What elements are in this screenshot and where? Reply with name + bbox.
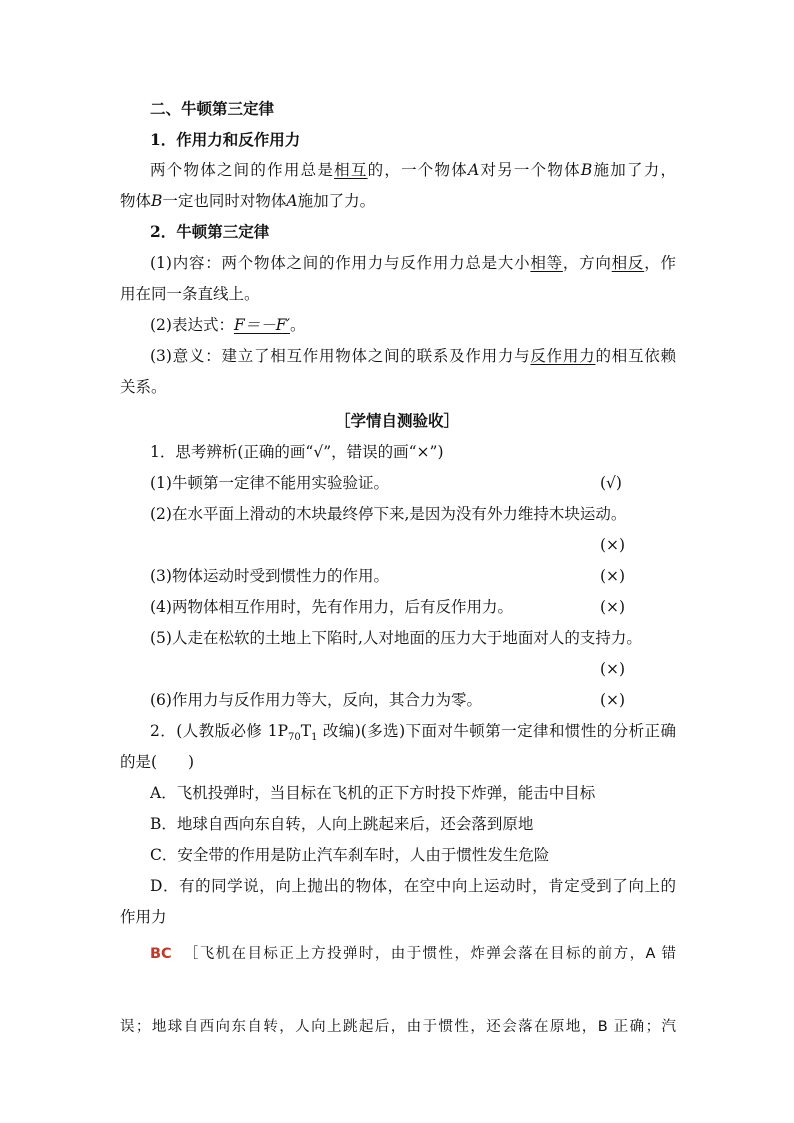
paragraph-line: 关系。 [120, 378, 167, 396]
answer-explanation: BC ［飞机在目标正上方投弹时，由于惯性，炸弹会落在目标的前方，A 错 [150, 946, 677, 962]
blank-answer: 相反 [611, 254, 645, 272]
option-b: B．地球自西向东自转，人向上跳起来后，还会落到原地 [150, 815, 534, 833]
blank-answer: 相互 [334, 161, 368, 179]
judgement-item: (4)两物体相互作用时，先有作用力，后有反作用力。 [150, 598, 513, 616]
subsection-title-action-reaction: 1．作用力和反作用力 [150, 130, 301, 149]
formula: F＝－F′ [233, 316, 290, 334]
option-d: 作用力 [120, 908, 167, 926]
question-1-title: 1．思考辨析(正确的画“√”，错误的画“×”) [150, 443, 444, 461]
paragraph-line: (2)表达式：F＝－F′。 [150, 316, 306, 334]
question-2-stem: 2．(人教版必修 $1P_{70}T_1$ 改编)(多选)下面对牛顿第一定律和惯性的分析正确 [150, 722, 676, 744]
judgement-item: (2)在水平面上滑动的木块最终停下来,是因为没有外力维持木块运动。 [150, 505, 627, 523]
judgement-item: (3)物体运动时受到惯性力的作用。 [150, 567, 389, 585]
option-a: A．飞机投弹时，当目标在飞机的正下方时投下炸弹，能击中目标 [150, 784, 596, 802]
answer-explanation: 误；地球自西向东自转，人向上跳起后，由于惯性，还会落在原地，B 正确；汽 [120, 1019, 676, 1035]
blank-answer: 反作用力 [530, 347, 596, 365]
judgement-item: (1)牛顿第一定律不能用实验验证。 [150, 474, 389, 492]
quiz-banner: ［学情自测验收］ [334, 411, 459, 430]
blank-answer: 相等 [530, 254, 563, 272]
judgement-mark: (×) [600, 691, 626, 709]
judgement-mark: (×) [600, 598, 626, 616]
paragraph-line: (3)意义：建立了相互作用物体之间的联系及作用力与反作用力的相互依赖 [150, 347, 676, 365]
judgement-mark: (√) [600, 474, 622, 492]
judgement-item: (5)人走在松软的土地上下陷时,人对地面的压力大于地面对人的支持力。 [150, 629, 642, 647]
paragraph-line: 物体B一定也同时对物体A施加了力。 [120, 192, 376, 210]
option-d: D．有的同学说，向上抛出的物体，在空中向上运动时，肯定受到了向上的 [150, 877, 676, 895]
judgement-mark: (×) [600, 567, 626, 585]
paragraph-line: (1)内容：两个物体之间的作用力与反作用力总是大小相等，方向相反，作 [150, 254, 676, 272]
judgement-mark: (×) [600, 536, 626, 554]
section-heading: 二、牛顿第三定律 [150, 99, 275, 118]
judgement-mark: (×) [600, 660, 626, 678]
judgement-item: (6)作用力与反作用力等大，反向，其合力为零。 [150, 691, 482, 709]
paragraph-line: 两个物体之间的作用总是相互的，一个物体A对另一个物体B施加了力， [150, 161, 676, 179]
paragraph-line: 用在同一条直线上。 [120, 285, 260, 303]
option-c: C．安全带的作用是防止汽车刹车时，人由于惯性发生危险 [150, 846, 550, 864]
answer-key: BC [150, 946, 172, 962]
question-2-stem: 的是( ) [120, 753, 195, 771]
subsection-title-newton-third-law: 2．牛顿第三定律 [150, 222, 270, 241]
